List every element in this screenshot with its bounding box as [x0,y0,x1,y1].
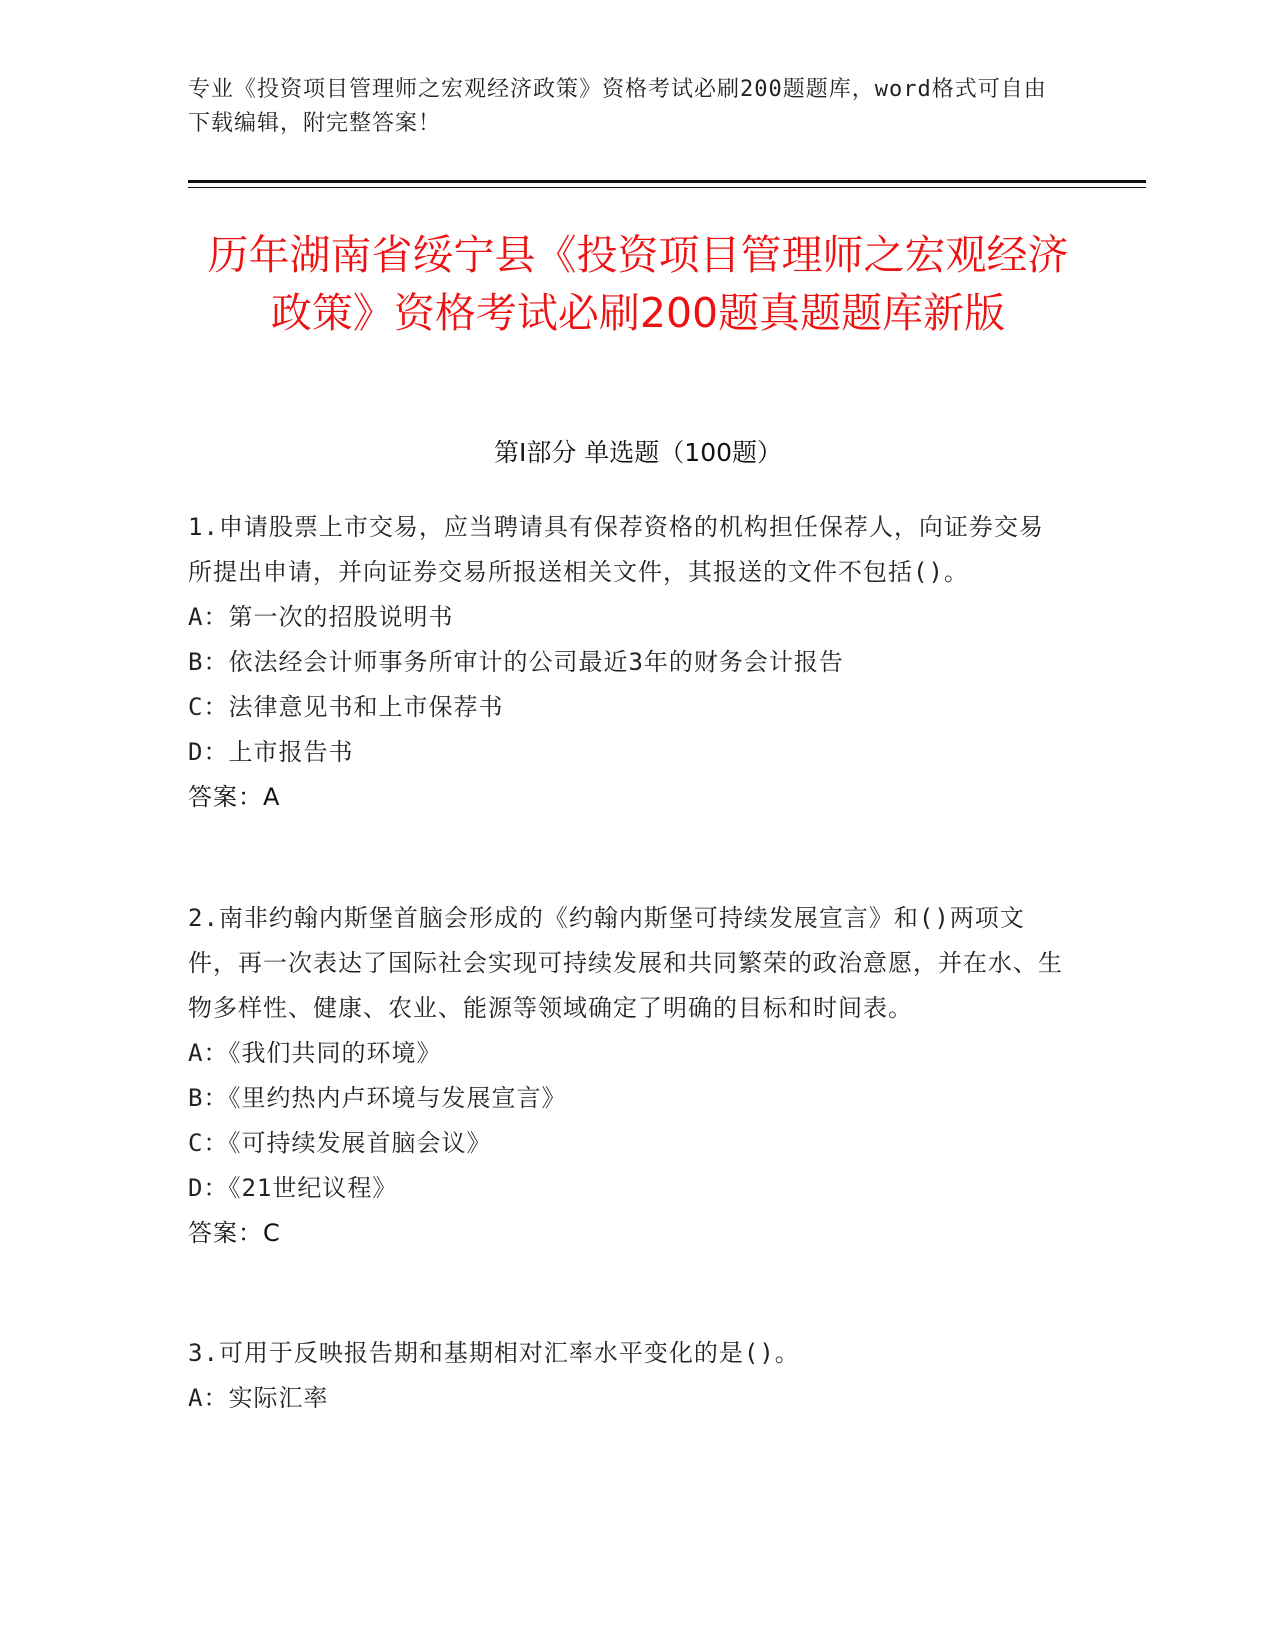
option-d: D：上市报告书 [188,738,354,766]
option-b: B：《里约热内卢环境与发展宣言》 [188,1084,567,1112]
option-c: C：法律意见书和上市保荐书 [188,693,504,721]
option-c: C：《可持续发展首脑会议》 [188,1129,492,1157]
option-d: D：《21世纪议程》 [188,1174,398,1202]
header-divider-thick [188,180,1146,183]
option-a: A：《我们共同的环境》 [188,1039,442,1067]
option-b: B：依法经会计师事务所审计的公司最近3年的财务会计报告 [188,648,844,676]
answer-line: 答案：C [188,1219,281,1247]
option-a: A：第一次的招股说明书 [188,603,454,631]
question-stem: 1.申请股票上市交易，应当聘请具有保荐资格的机构担任保荐人，向证券交易所提出申请，并向证券交易所报送相关文件，其报送的文件不包括()。 [188,513,1044,586]
header-note: 专业《投资项目管理师之宏观经济政策》资格考试必刷200题题库，word格式可自由下载编辑，附完整答案！ [188,77,1047,136]
option-a: A：实际汇率 [188,1384,329,1412]
header-divider-thin [188,187,1146,188]
question-stem: 2.南非约翰内斯堡首脑会形成的《约翰内斯堡可持续发展宣言》和()两项文件，再一次表达了国际社会实现可持续发展和共同繁荣的政治意愿，并在水、生物多样性、健康、农业、能源等领域确定了明确的目标和时间表。 [188,904,1063,1022]
answer-line: 答案：A [188,783,281,811]
question-1 [188,505,1068,820]
question-2 [188,896,1068,1256]
document-title: 历年湖南省绥宁县《投资项目管理师之宏观经济政策》资格考试必刷200题真题题库新版 [207,231,1069,337]
question-3 [188,1331,1068,1421]
question-stem: 3.可用于反映报告期和基期相对汇率水平变化的是()。 [188,1339,800,1367]
section-heading: 第I部分 单选题（100题） [493,438,783,467]
